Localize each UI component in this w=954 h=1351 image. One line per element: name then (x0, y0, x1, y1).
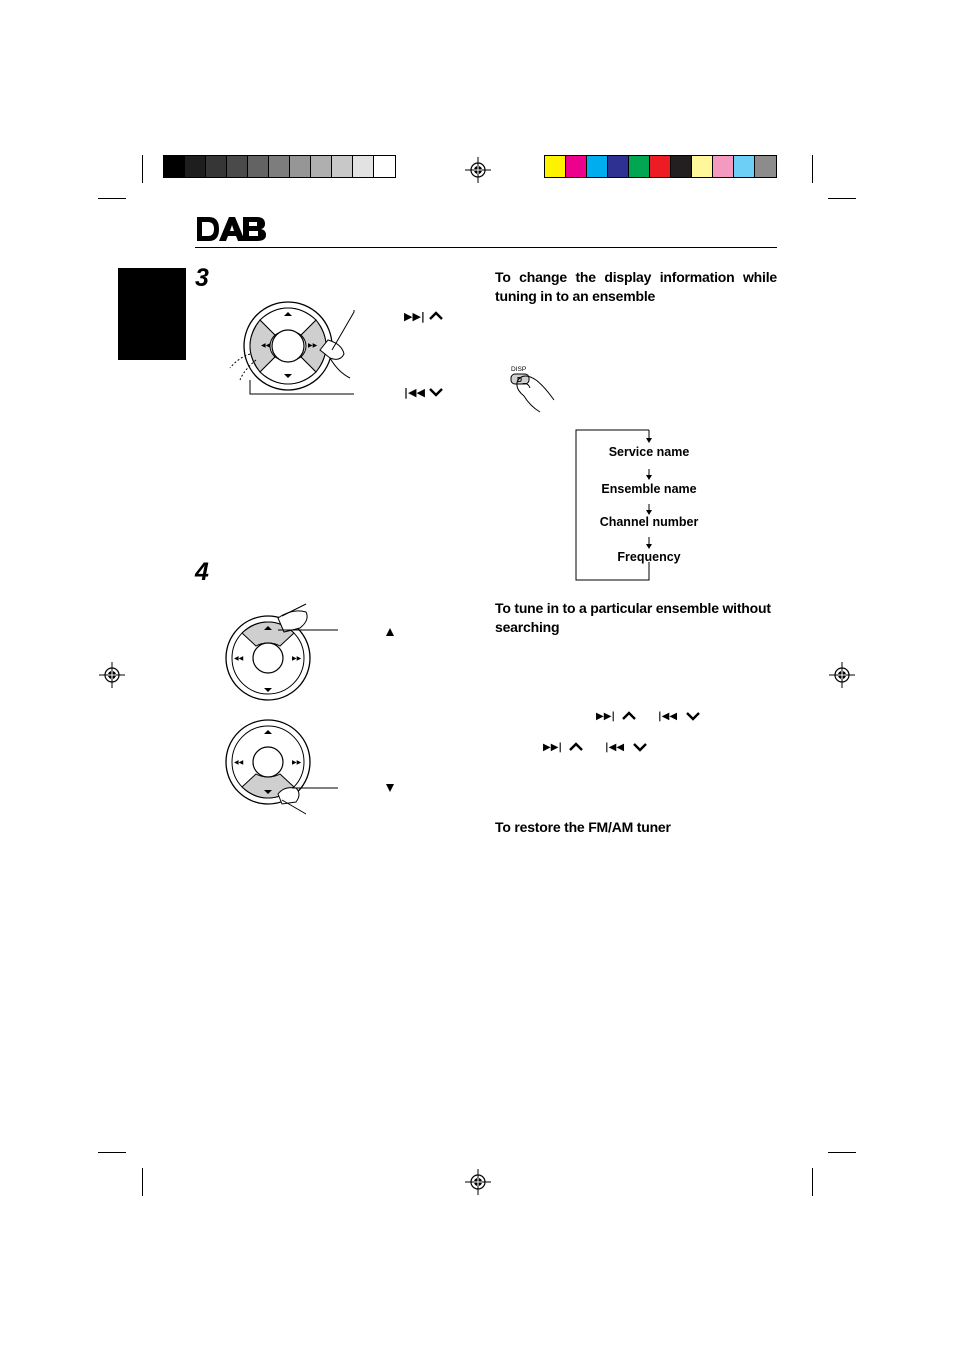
color-swatch (332, 156, 353, 177)
flow-item: Frequency (617, 550, 681, 564)
svg-text:◀◀: ◀◀ (261, 342, 271, 349)
svg-text:|◀◀: |◀◀ (658, 711, 678, 722)
flow-item: Channel number (599, 515, 699, 529)
control-pad-diagram-step3 (220, 300, 460, 410)
language-tab (118, 268, 186, 360)
svg-text:◀◀: ◀◀ (234, 655, 244, 662)
color-swatch (566, 156, 587, 177)
color-swatch (713, 156, 734, 177)
svg-text:▶▶|: ▶▶| (596, 711, 616, 722)
crop-mark (142, 1168, 143, 1196)
color-bar (544, 155, 777, 178)
svg-text:▶▶: ▶▶ (292, 655, 302, 662)
svg-text:◀◀: ◀◀ (234, 759, 244, 766)
color-swatch (692, 156, 713, 177)
color-swatch (734, 156, 755, 177)
crop-mark (828, 198, 856, 199)
color-swatch (164, 156, 185, 177)
heading-change-display: To change the display information while tuning in to an ensemble (495, 269, 777, 304)
step-number-3: 3 (195, 264, 209, 292)
color-swatch (587, 156, 608, 177)
registration-target-icon (465, 157, 491, 183)
heading-tune-ensemble: To tune in to a particular ensemble without searching (495, 600, 771, 635)
registration-target-icon (99, 662, 125, 688)
flow-item: Ensemble name (601, 482, 697, 496)
disp-button-letter: D (517, 377, 523, 384)
color-swatch (374, 156, 395, 177)
color-swatch (227, 156, 248, 177)
color-swatch (269, 156, 290, 177)
color-swatch (185, 156, 206, 177)
svg-text:▶▶|: ▶▶| (404, 310, 425, 323)
disp-button-label: DISP (511, 366, 527, 373)
color-swatch (206, 156, 227, 177)
color-swatch (353, 156, 374, 177)
dab-logo (195, 215, 267, 243)
disp-button-diagram (500, 362, 560, 416)
color-swatch (608, 156, 629, 177)
color-swatch (248, 156, 269, 177)
registration-target-icon (829, 662, 855, 688)
crop-mark (142, 155, 143, 183)
crop-mark (812, 155, 813, 183)
svg-text:▶▶|: ▶▶| (543, 742, 563, 753)
svg-text:|◀◀: |◀◀ (605, 742, 625, 753)
skip-icons-row1 (594, 706, 714, 724)
color-swatch (671, 156, 692, 177)
color-swatch (755, 156, 776, 177)
registration-target-icon (465, 1169, 491, 1195)
crop-mark (812, 1168, 813, 1196)
control-pad-diagram-step4-up (222, 600, 422, 704)
skip-icons-row2 (541, 737, 661, 755)
svg-text:|◀◀: |◀◀ (404, 386, 425, 399)
flow-item: Service name (608, 445, 690, 459)
crop-mark (828, 1152, 856, 1153)
header-rule (195, 247, 777, 248)
crop-mark (98, 1152, 126, 1153)
grayscale-bar (163, 155, 396, 178)
svg-text:▶▶: ▶▶ (308, 342, 318, 349)
color-swatch (650, 156, 671, 177)
color-swatch (311, 156, 332, 177)
color-swatch (290, 156, 311, 177)
crop-mark (98, 198, 126, 199)
color-swatch (545, 156, 566, 177)
step-number-4: 4 (195, 558, 209, 586)
svg-text:▶▶: ▶▶ (292, 759, 302, 766)
heading-restore-tuner: To restore the FM/AM tuner (495, 819, 671, 835)
control-pad-diagram-step4-down (222, 716, 422, 820)
color-swatch (629, 156, 650, 177)
